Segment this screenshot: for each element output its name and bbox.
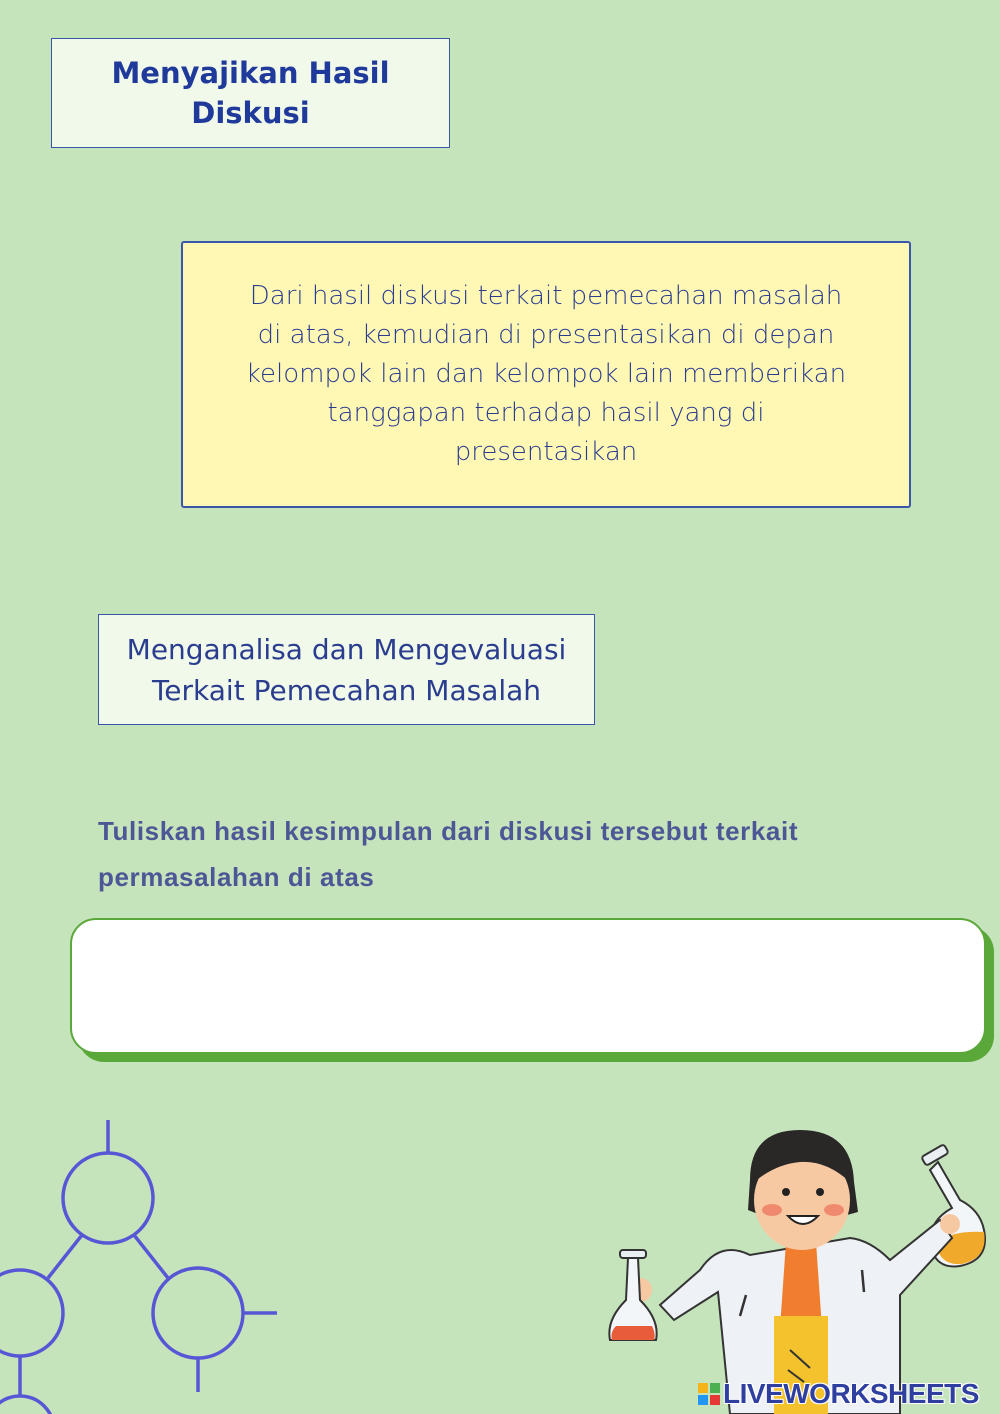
answer-input[interactable] bbox=[70, 918, 986, 1054]
subsection-title-box bbox=[98, 614, 595, 725]
liveworksheets-logo-icon bbox=[698, 1383, 720, 1405]
scientist-illustration-icon bbox=[600, 1120, 1000, 1414]
question-prompt: Tuliskan hasil kesimpulan dari diskusi tersebut terkait permasalahan di atas bbox=[98, 816, 799, 892]
page-title: Menyajikan Hasil Diskusi bbox=[111, 56, 390, 130]
info-text: Dari hasil diskusi terkait pemecahan masalah di atas, kemudian di presentasikan di depan kelompok lain dan kelompok lain memberikan tanggapan terhadap hasil yang di presentasikan bbox=[245, 281, 847, 467]
liveworksheets-brand[interactable] bbox=[698, 1377, 979, 1411]
brand-name: LIVEWORKSHEETS bbox=[723, 1378, 979, 1409]
section-title-box bbox=[51, 38, 450, 148]
subsection-title: Menganalisa dan Mengevaluasi Terkait Pemecahan Masalah bbox=[126, 632, 567, 707]
molecule-diagram-icon bbox=[0, 1110, 290, 1414]
instruction-info-box bbox=[181, 241, 911, 508]
